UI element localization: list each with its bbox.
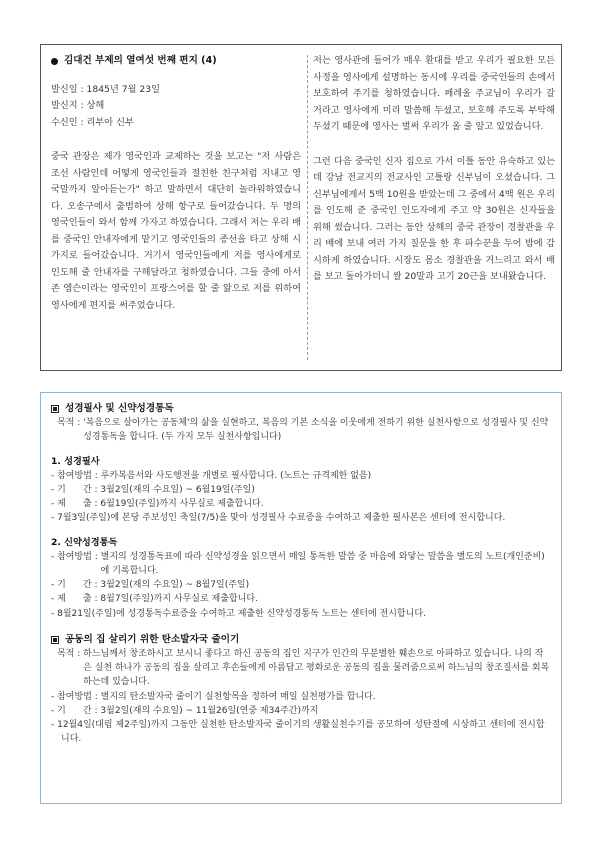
item-value: 3월2일(재의 수요일) ~ 6월19일(주일)	[100, 485, 255, 496]
purpose-text: '복음으로 살아가는 공동체'의 삶을 실현하고, 복음의 기본 소식을 이웃에게 전하기 위한 실천사항으로 성경필사 및 신약성경통독을 합니다. (두 가지 모두 실천사항입니다)	[83, 418, 549, 443]
sub1-item	[51, 469, 551, 483]
column-divider	[307, 55, 308, 360]
purpose-label: 목적 :	[57, 649, 84, 660]
letter-left-paragraph: 중국 관장은 제가 영국인과 교제하는 것을 보고는 "저 사람은 조선 사람인데 어떻게 영국인들과 절친한 친구처럼 지내고 영국말까지 알아듣는가" 하고 말하면서 대단히 놀라워하였습니다. 오송구에서 출범하여 상해 항구로 들어갔습니다. 두 명의 영국인들이 와서 함께 가자고 하였습니다. 그래서 저는 우리 배를 중국인 안내자에게 맡기고 영국인들의 종선을 타고 상해 시가지로 들어갔습니다. 거기서 영국인들에게 저를 영사에게로 인도해 줄 안내자를 구해달라고 청하였습니다. 그들 중에 아서 존 엠슨이라는 영국인이 프랑스어를 할 줄 앎으로 저를 위하여 영사에게 편지를 써주었습니다.	[51, 151, 301, 311]
letter-title	[51, 53, 301, 70]
subsection-2-title: 2. 신약성경통독	[51, 536, 118, 548]
sub2-item	[51, 592, 551, 606]
purpose-label: 목적 :	[57, 418, 84, 429]
section-1-title-text: 성경필사 및 신약성경통독	[65, 403, 174, 414]
item-label: - 기 간 :	[51, 485, 101, 496]
sub2-note: - 8월21일(주일)에 성경통독수료증을 수여하고 제출한 신약성경통독 노트는 센터에 전시합니다.	[51, 608, 426, 619]
notice-content	[51, 402, 551, 746]
item-label: - 기 간 :	[51, 580, 101, 591]
item-value: 별지의 탄소발자국 줄이기 실천항목을 정하여 매일 실천평가를 합니다.	[100, 691, 376, 702]
checkbox-square-icon	[51, 636, 59, 644]
section-2-title-text: 공동의 집 살리기 위한 탄소발자국 줄이기	[65, 633, 240, 645]
sec2-item	[51, 704, 551, 718]
checkbox-square-icon	[51, 405, 59, 413]
sub2-item	[51, 578, 551, 592]
letter-recipient: 수신인 : 리부아 신부	[51, 116, 134, 128]
sec2-note: - 12월4일(대림 제2주일)까지 그동안 실천한 탄소발자국 줄이기의 생활실천수기를 공모하여 성탄절에 시상하고 센터에 전시합니다.	[51, 720, 545, 745]
letter-place: 발신지 : 상해	[51, 100, 105, 111]
sub1-item	[51, 497, 551, 511]
section-1-purpose	[51, 416, 551, 444]
item-value: 별지의 성경통독표에 따라 신약성경을 읽으면서 매일 통독한 말씀 중 마음에 와닿는 말씀을 별도의 노트(개인준비)에 기록합니다.	[100, 551, 545, 577]
section-2-title	[51, 633, 551, 647]
item-label: - 제 출 :	[51, 594, 101, 605]
letter-box	[40, 44, 562, 371]
item-value: 3월2일(재의 수요일) ~ 11월26일(연중 제34주간)까지	[100, 705, 319, 716]
letter-date: 발신일 : 1845년 7월 23일	[51, 83, 160, 95]
bullet-icon	[51, 58, 58, 65]
section-1-title	[51, 402, 551, 416]
item-value: 8월7일(주일)까지 사무실로 제출합니다.	[100, 594, 258, 605]
letter-title-text: 김대건 부제의 열여섯 번째 편지 (4)	[64, 55, 217, 66]
item-label: - 참여방법 :	[51, 691, 101, 702]
section-2-purpose	[51, 647, 551, 690]
sub1-item	[51, 483, 551, 497]
item-value: 루카복음서와 사도행전을 개별로 필사합니다. (노트는 규격제한 없음)	[100, 470, 372, 481]
sub2-item	[51, 550, 551, 578]
subsection-1-title: 1. 성경필사	[51, 455, 100, 467]
item-label: - 참여방법 :	[51, 551, 101, 562]
item-label: - 기 간 :	[51, 705, 101, 716]
letter-right-paragraph-1: 저는 영사관에 들어가 매우 환대를 받고 우리가 필요한 모든 사정을 영사에게 설명하는 동시에 우리를 중국인들의 손에서 보호하여 주기를 청하였습니다. 페레올 주교님이 우리가 갈 거라고 영사에게 미리 말씀해 두셨고, 보호해 주도록 부탁해 두셨기 때문에 영사는 벌써 우리가 올 줄 알고 있었습니다.	[313, 55, 555, 132]
letter-right-paragraph-2: 그런 다음 중국인 신자 집으로 가서 이틀 동안 유숙하고 있는데 강남 전교지의 전교사인 고틀랑 신부님이 오셨습니다. 그 신부님에게서 5백 10원을 받았는데 그 중에서 4백 원은 우리를 인도해 준 중국인 인도자에게 주고 약 30원은 신자들을 위해 썼습니다. 그러는 동안 상해의 중국 관장이 경찰관을 우리 배에 보내 여러 가지 질문을 한 후 파수꾼을 두어 밤에 감시하게 하였습니다. 시장도 몸소 경찰관을 거느리고 와서 배를 보고 돌아가더니 쌀 20말과 고기 20근을 보내왔습니다.	[313, 155, 555, 282]
item-label: - 제 출 :	[51, 499, 101, 510]
letter-left-column	[51, 53, 301, 314]
sub1-note: - 7월3일(주일)에 본당 주보성인 축일(7/5)을 맞아 성경필사 수료증을 수여하고 제출한 필사본은 센터에 전시합니다.	[51, 513, 506, 524]
spacer	[51, 621, 551, 633]
spacer	[51, 131, 301, 149]
notice-box	[40, 392, 562, 804]
item-value: 6월19일(주일)까지 사무실로 제출합니다.	[100, 499, 264, 510]
item-label: - 참여방법 :	[51, 470, 101, 481]
purpose-text: 하느님께서 창조하시고 보시니 좋다고 하신 공동의 집인 지구가 인간의 무분별한 훼손으로 아파하고 있습니다. 나의 작은 실천 하나가 공동의 집을 살리고 후손들에게 아름답고 평화로운 공동의 집을 물려줌으로써 하느님의 창조질서를 회복하는데 있습니다.	[83, 649, 550, 688]
sec2-item	[51, 690, 551, 704]
letter-right-column	[313, 53, 555, 286]
item-value: 3월2일(재의 수요일) ~ 8월7일(주일)	[100, 580, 250, 591]
